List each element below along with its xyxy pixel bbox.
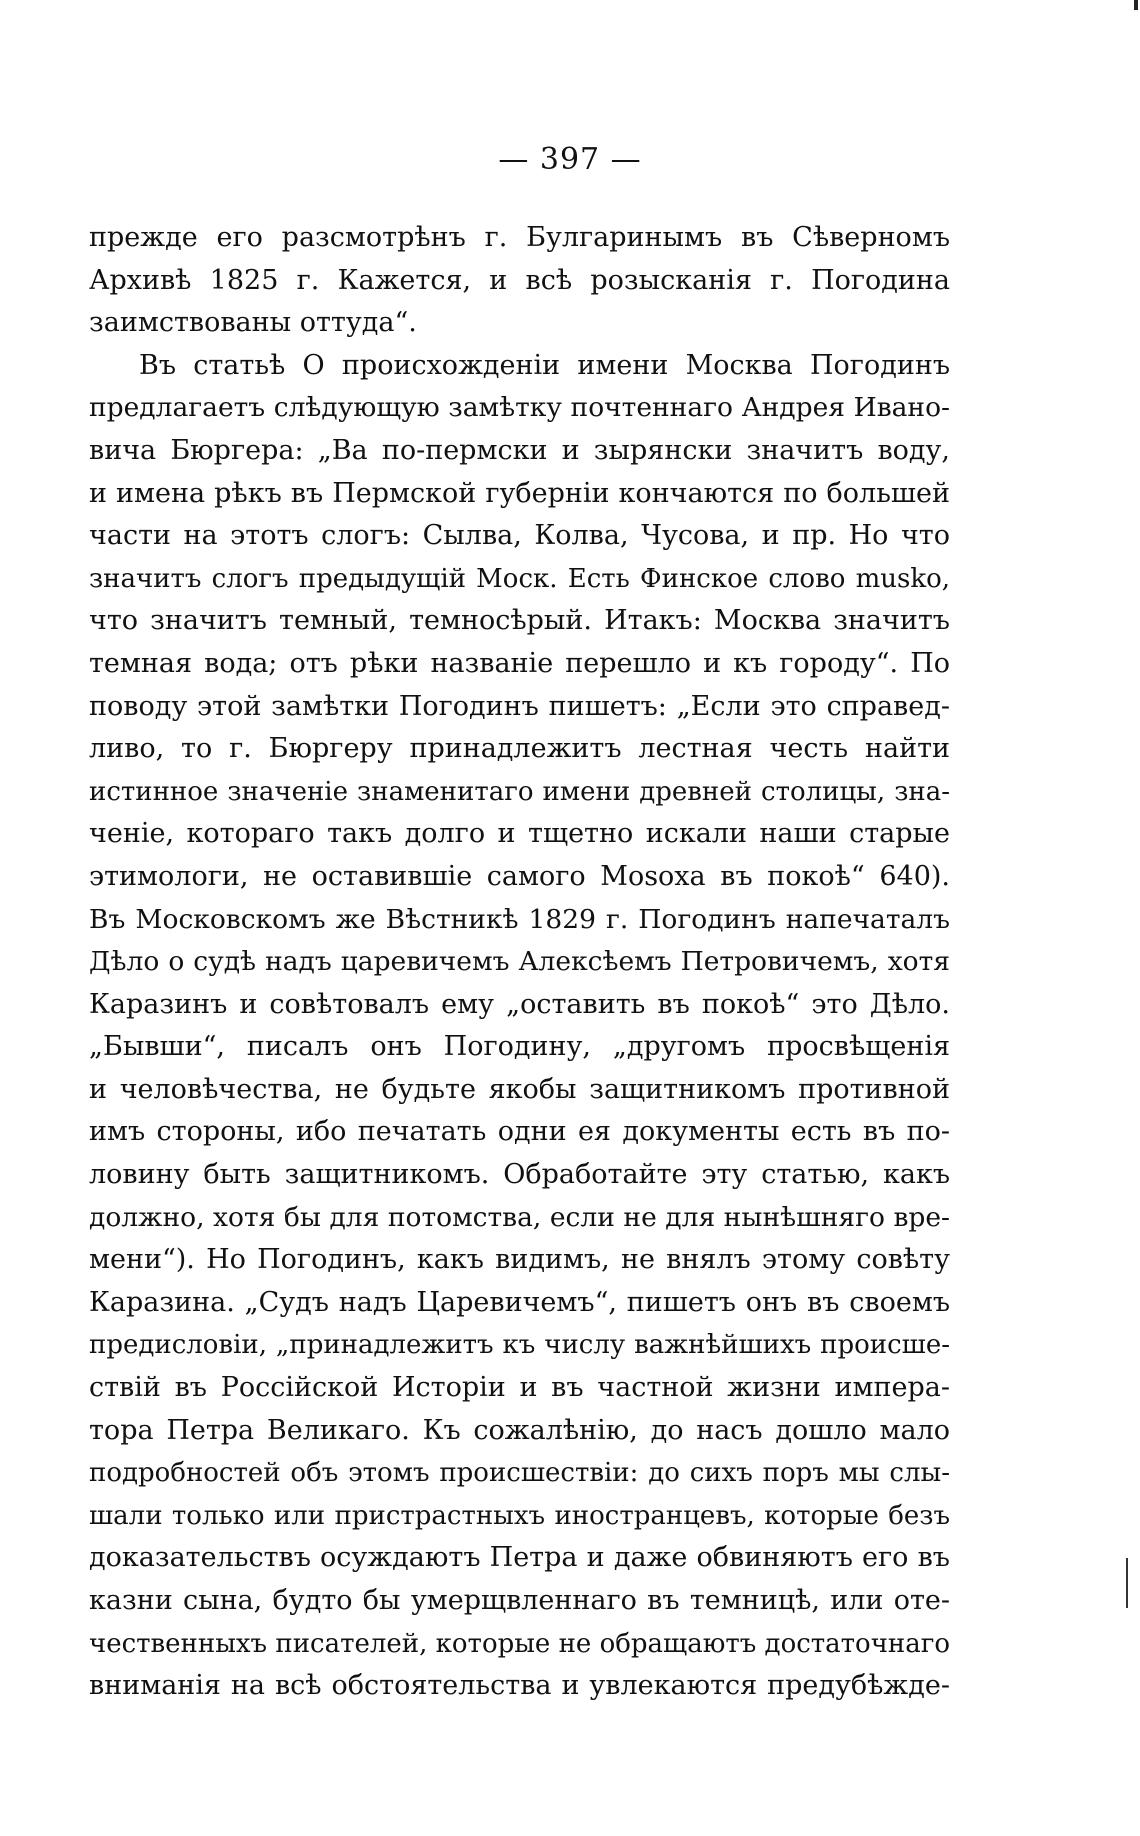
text-line: значитъ слогъ предыдущій Моск. Есть Финское слово musko, — [89, 563, 950, 594]
text-line: вниманія на всѣ обстоятельства и увлекаются предубѣжде- — [89, 1670, 950, 1702]
text-line: предлагаетъ слѣдующую замѣтку почтеннаго Андрея Ивано- — [89, 392, 950, 424]
text-line: и имена рѣкъ въ Пермской губерніи кончаются по большей — [89, 477, 950, 509]
text-line: и человѣчества, не будьте якобы защитникомъ противной — [89, 1073, 950, 1105]
text-line: Каразина. „Судъ надъ Царевичемъ“, пишетъ онъ въ своемъ — [89, 1286, 950, 1318]
text-line: мени“). Но Погодинъ, какъ видимъ, не внялъ этому совѣту — [89, 1244, 950, 1276]
text-line: Каразинъ и совѣтовалъ ему „оставить въ покоѣ“ это Дѣло. — [89, 988, 950, 1020]
scan-mark — [1126, 1558, 1128, 1608]
text-line: доказательствъ осуждаютъ Петра и даже обвиняютъ его въ — [89, 1542, 950, 1574]
text-line: Въ Московскомъ же Вѣстникѣ 1829 г. Погодинъ напечаталъ — [89, 903, 950, 935]
text-line: что значитъ темный, темносѣрый. Итакъ: Москва значитъ — [89, 605, 950, 637]
text-line: шали только или пристрастныхъ иностранцевъ, которые безъ — [89, 1500, 950, 1531]
text-line: Архивѣ 1825 г. Кажется, и всѣ розысканія г. Погодина — [89, 264, 950, 296]
text-line: имъ стороны, ибо печатать одни ея документы есть въ по- — [89, 1116, 950, 1148]
text-line: темная вода; отъ рѣки названіе перешло и къ городу“. По — [89, 647, 950, 679]
text-line: истинное значеніе знаменитаго имени древней столицы, зна- — [89, 776, 950, 807]
page-number: — 397 — — [498, 142, 642, 177]
text-line: ченіе, котораго такъ долго и тщетно искали наши старые — [89, 818, 950, 850]
text-line: ствій въ Россійской Исторіи и въ частной жизни импера- — [89, 1372, 950, 1404]
text-line: части на этотъ слогъ: Сылва, Колва, Чусова, и пр. Но что — [89, 520, 950, 552]
text-line: казни сына, будто бы умерщвленнаго въ темницѣ, или оте- — [89, 1585, 950, 1616]
text-line: чественныхъ писателей, которые не обращаютъ достаточнаго — [89, 1628, 950, 1659]
text-line: ливо, то г. Бюргеру принадлежитъ лестная честь найти — [89, 733, 950, 765]
text-line: подробностей объ этомъ происшествіи: до сихъ поръ мы слы- — [89, 1458, 950, 1489]
text-line: должно, хотя бы для потомства, если не для нынѣшняго вре- — [89, 1201, 950, 1233]
text-line: Въ статьѣ О происхожденіи имени Москва Погодинъ — [139, 349, 950, 381]
scan-mark — [1134, 0, 1138, 10]
text-line: Дѣло о судѣ надъ царевичемъ Алексѣемъ Петровичемъ, хотя — [89, 946, 950, 978]
text-line: вича Бюргера: „Ва по-пермски и зырянски значитъ воду, — [89, 434, 950, 466]
text-line: поводу этой замѣтки Погодинъ пишетъ: „Если это справед- — [89, 690, 950, 722]
text-line: тора Петра Великаго. Къ сожалѣнію, до насъ дошло мало — [89, 1414, 950, 1446]
text-line: заимствованы оттуда“. — [89, 307, 417, 339]
text-line: прежде его разсмотрѣнъ г. Булгаринымъ въ Сѣверномъ — [89, 222, 950, 253]
text-line: „Бывши“, писалъ онъ Погодину, „другомъ просвѣщенія — [89, 1031, 950, 1063]
text-line: предисловіи, „принадлежитъ къ числу важнѣйшихъ происше- — [89, 1330, 950, 1361]
text-line: этимологи, не оставившіе самого Mosoxa въ покоѣ“ 640). — [89, 860, 950, 892]
body-text — [89, 217, 950, 1708]
text-line: ловину быть защитникомъ. Обработайте эту статью, какъ — [89, 1159, 950, 1191]
